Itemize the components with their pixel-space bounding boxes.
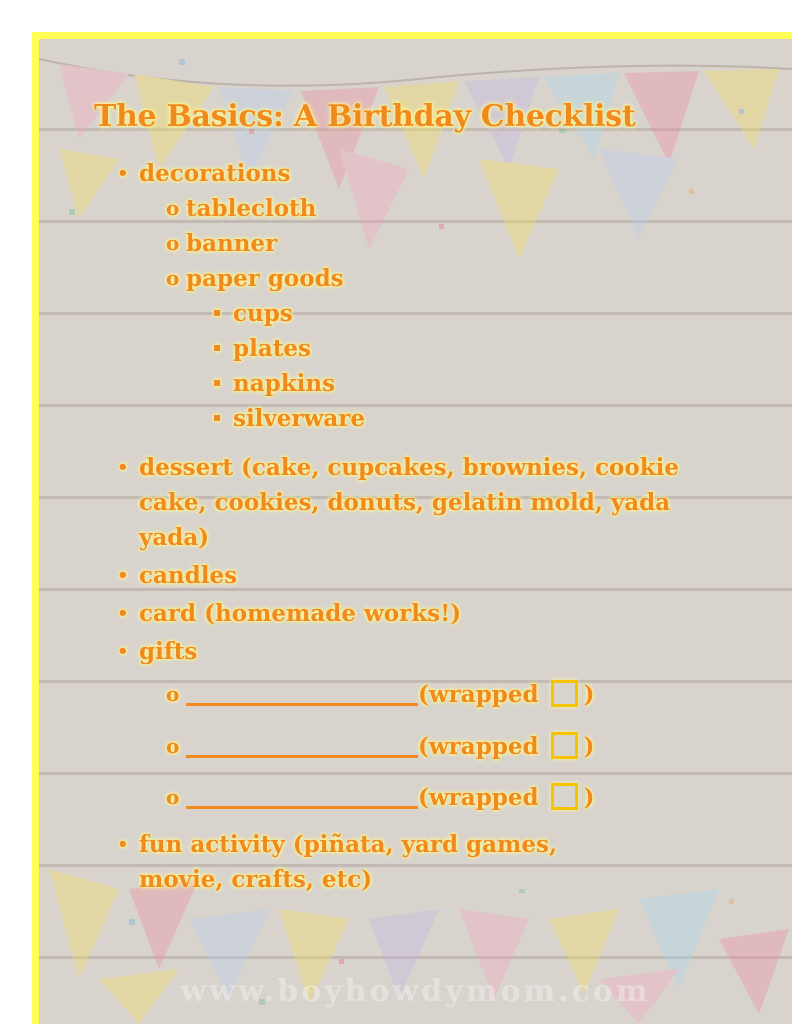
- gift-row: [166, 677, 595, 712]
- bullet-icon: •: [117, 457, 129, 478]
- gift-name-field[interactable]: [186, 784, 418, 809]
- list-item-label: tablecloth: [186, 195, 317, 222]
- list-item-label: card (homemade works!): [139, 600, 462, 627]
- list-item-label: paper goods: [186, 265, 344, 292]
- list-item-label: dessert (cake, cupcakes, brownies, cookie cake, cookies, donuts, gelatin mold, yada yada): [139, 454, 680, 551]
- list-item-label: silverware: [233, 405, 365, 432]
- bullet-icon: o: [166, 785, 180, 809]
- wrapped-label: (wrapped: [418, 733, 539, 760]
- wrapped-label: (wrapped: [418, 681, 539, 708]
- gift-name-field[interactable]: [186, 681, 418, 706]
- wrapped-checkbox[interactable]: [551, 732, 578, 759]
- wrapped-close: ): [583, 784, 595, 811]
- bullet-icon: •: [117, 834, 129, 855]
- bullet-icon: o: [166, 266, 180, 290]
- list-item: [213, 401, 365, 436]
- list-item-label: gifts: [139, 638, 198, 665]
- checklist-content: [39, 39, 792, 1024]
- bullet-icon: •: [117, 163, 129, 184]
- bullet-icon: •: [117, 641, 129, 662]
- list-item: [166, 226, 278, 261]
- list-item: [117, 827, 639, 897]
- checklist-page: [39, 39, 792, 1024]
- list-item-label: napkins: [233, 370, 336, 397]
- wrapped-checkbox[interactable]: [551, 680, 578, 707]
- page-border: [32, 32, 792, 1024]
- list-item-label: decorations: [139, 160, 291, 187]
- list-item: [117, 558, 238, 593]
- list-item: [213, 296, 293, 331]
- list-item: [213, 331, 311, 366]
- bullet-icon: o: [166, 682, 180, 706]
- list-item-label: cups: [233, 300, 293, 327]
- wrapped-checkbox[interactable]: [551, 783, 578, 810]
- list-item-label: fun activity (piñata, yard games, movie, crafts, etc): [139, 831, 557, 893]
- list-item: [213, 366, 336, 401]
- bullet-icon: ▪: [213, 305, 222, 319]
- list-item: [166, 261, 344, 296]
- bullet-icon: ▪: [213, 340, 222, 354]
- bullet-icon: •: [117, 565, 129, 586]
- list-item-label: plates: [233, 335, 311, 362]
- list-item: [117, 634, 198, 669]
- gift-name-field[interactable]: [186, 733, 418, 758]
- bullet-icon: •: [117, 603, 129, 624]
- gift-row: [166, 729, 595, 764]
- bullet-icon: o: [166, 196, 180, 220]
- page-title: The Basics: A Birthday Checklist: [94, 99, 636, 134]
- wrapped-close: ): [583, 733, 595, 760]
- list-item-label: banner: [186, 230, 278, 257]
- list-item: [117, 156, 291, 191]
- bullet-icon: ▪: [213, 375, 222, 389]
- wrapped-label: (wrapped: [418, 784, 539, 811]
- wrapped-close: ): [583, 681, 595, 708]
- gift-row: [166, 780, 595, 815]
- list-item: [166, 191, 317, 226]
- list-item-label: candles: [139, 562, 238, 589]
- bullet-icon: ▪: [213, 410, 222, 424]
- bullet-icon: o: [166, 231, 180, 255]
- list-item: [117, 450, 680, 555]
- list-item: [117, 596, 462, 631]
- watermark: www.boyhowdymom.com: [180, 974, 651, 1009]
- bullet-icon: o: [166, 734, 180, 758]
